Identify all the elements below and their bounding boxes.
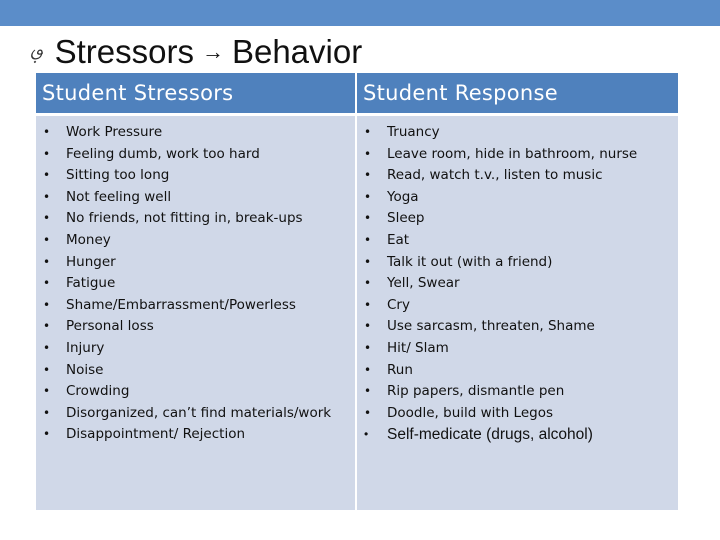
bullet-icon: • xyxy=(364,297,372,312)
response-item-text: Hit/ Slam xyxy=(387,339,449,356)
response-item-text: Eat xyxy=(387,231,410,248)
slide-title xyxy=(30,30,362,74)
bullet-icon: • xyxy=(43,146,51,161)
response-item-text: Cry xyxy=(387,296,410,313)
bullet-icon: • xyxy=(364,146,372,161)
stressor-item xyxy=(36,424,355,446)
response-item xyxy=(357,165,678,187)
bullet-icon: • xyxy=(364,125,372,139)
response-item-text: Doodle, build with Legos xyxy=(387,404,553,421)
stressor-item-text: Money xyxy=(66,231,111,248)
bullet-icon: • xyxy=(43,319,51,334)
bullet-icon: • xyxy=(364,189,372,204)
header-student-response: Student Response xyxy=(356,73,678,115)
stressor-item xyxy=(36,381,355,403)
bullet-icon: • xyxy=(364,211,372,226)
stressor-item-text: Crowding xyxy=(66,383,130,400)
responses-cell xyxy=(356,115,678,511)
response-item-text: Yell, Swear xyxy=(387,275,460,292)
bullet-icon: • xyxy=(43,189,51,204)
response-item-text: Read, watch t.v., listen to music xyxy=(387,167,603,184)
bullet-icon: • xyxy=(364,319,372,334)
response-item-text: Truancy xyxy=(387,124,440,140)
response-item xyxy=(357,295,678,317)
stressors-list xyxy=(36,122,355,446)
bullet-icon: • xyxy=(43,168,51,183)
stressor-item-text: Disorganized, can’t find materials/work xyxy=(66,404,332,421)
stressors-response-table xyxy=(36,73,678,510)
stressor-item-text: Personal loss xyxy=(66,318,154,335)
response-item-text: Self-medicate (drugs, alcohol) xyxy=(387,426,593,444)
stressor-item-text: Hunger xyxy=(66,253,116,270)
response-item xyxy=(357,381,678,403)
stressor-item xyxy=(36,208,355,230)
response-item-text: Sleep xyxy=(387,210,425,227)
stressor-item xyxy=(36,144,355,166)
response-item xyxy=(357,360,678,382)
response-item-text: Rip papers, dismantle pen xyxy=(387,383,565,400)
stressor-item xyxy=(36,403,355,425)
response-item xyxy=(357,252,678,274)
stressor-item-text: Feeling dumb, work too hard xyxy=(66,145,260,162)
stressor-item xyxy=(36,165,355,187)
bullet-icon: • xyxy=(364,405,372,420)
stressor-item xyxy=(36,122,355,144)
bullet-icon: • xyxy=(43,297,51,312)
right-arrow-icon: → xyxy=(201,39,224,64)
response-item xyxy=(357,187,678,209)
response-item-text: Talk it out (with a friend) xyxy=(387,253,553,270)
response-item xyxy=(357,273,678,295)
stressor-item-text: Shame/Embarrassment/Powerless xyxy=(66,296,296,313)
stressor-item xyxy=(36,316,355,338)
response-item xyxy=(357,230,678,252)
stressor-item xyxy=(36,338,355,360)
bullet-icon: • xyxy=(43,276,51,291)
responses-list xyxy=(357,122,678,446)
stressor-item xyxy=(36,360,355,382)
table-body-row xyxy=(36,115,678,511)
response-item xyxy=(357,403,678,425)
bullet-icon: • xyxy=(364,384,372,399)
bullet-icon: • xyxy=(43,384,51,399)
bullet-icon: • xyxy=(43,125,51,139)
response-item-text: Run xyxy=(387,361,413,378)
bullet-icon: • xyxy=(364,340,372,355)
bullet-icon: • xyxy=(364,362,372,377)
stressor-item-text: No friends, not fitting in, break-ups xyxy=(66,210,303,227)
response-item xyxy=(357,122,678,144)
stressor-item-text: Noise xyxy=(66,361,104,378)
response-item-text: Leave room, hide in bathroom, nurse xyxy=(387,145,638,162)
bullet-icon: • xyxy=(364,427,369,442)
bullet-icon: • xyxy=(364,232,372,247)
bullet-icon: • xyxy=(364,254,372,269)
response-item xyxy=(357,208,678,230)
bullet-icon: • xyxy=(364,276,372,291)
title-behavior: Behavior xyxy=(231,33,363,70)
stressor-item xyxy=(36,187,355,209)
bullet-icon: • xyxy=(43,362,51,377)
bullet-icon: • xyxy=(43,405,51,420)
top-accent-bar xyxy=(0,0,720,26)
stressor-item xyxy=(36,230,355,252)
bullet-icon: • xyxy=(43,211,51,226)
response-item-text: Yoga xyxy=(387,188,419,205)
bullet-icon: • xyxy=(43,427,51,442)
response-item xyxy=(357,424,678,446)
stressor-item-text: Disappointment/ Rejection xyxy=(66,426,246,443)
bullet-icon: • xyxy=(43,340,51,355)
response-item-text: Use sarcasm, threaten, Shame xyxy=(387,318,595,335)
bullet-icon: • xyxy=(364,168,372,183)
title-stressors: Stressors xyxy=(54,33,194,70)
stressor-item-text: Work Pressure xyxy=(66,124,163,140)
header-student-stressors: Student Stressors xyxy=(36,73,356,115)
stressor-item xyxy=(36,295,355,317)
title-bullet-icon: ࢵ xyxy=(30,40,43,62)
response-item xyxy=(357,144,678,166)
table-header-row xyxy=(36,73,678,115)
stressor-item-text: Sitting too long xyxy=(66,167,170,184)
stressor-item xyxy=(36,252,355,274)
bullet-icon: • xyxy=(43,232,51,247)
stressor-item-text: Injury xyxy=(66,339,105,356)
response-item xyxy=(357,338,678,360)
bullet-icon: • xyxy=(43,254,51,269)
response-item xyxy=(357,316,678,338)
stressors-cell xyxy=(36,115,356,511)
stressor-item-text: Not feeling well xyxy=(66,188,172,205)
stressor-item-text: Fatigue xyxy=(66,275,116,292)
stressor-item xyxy=(36,273,355,295)
